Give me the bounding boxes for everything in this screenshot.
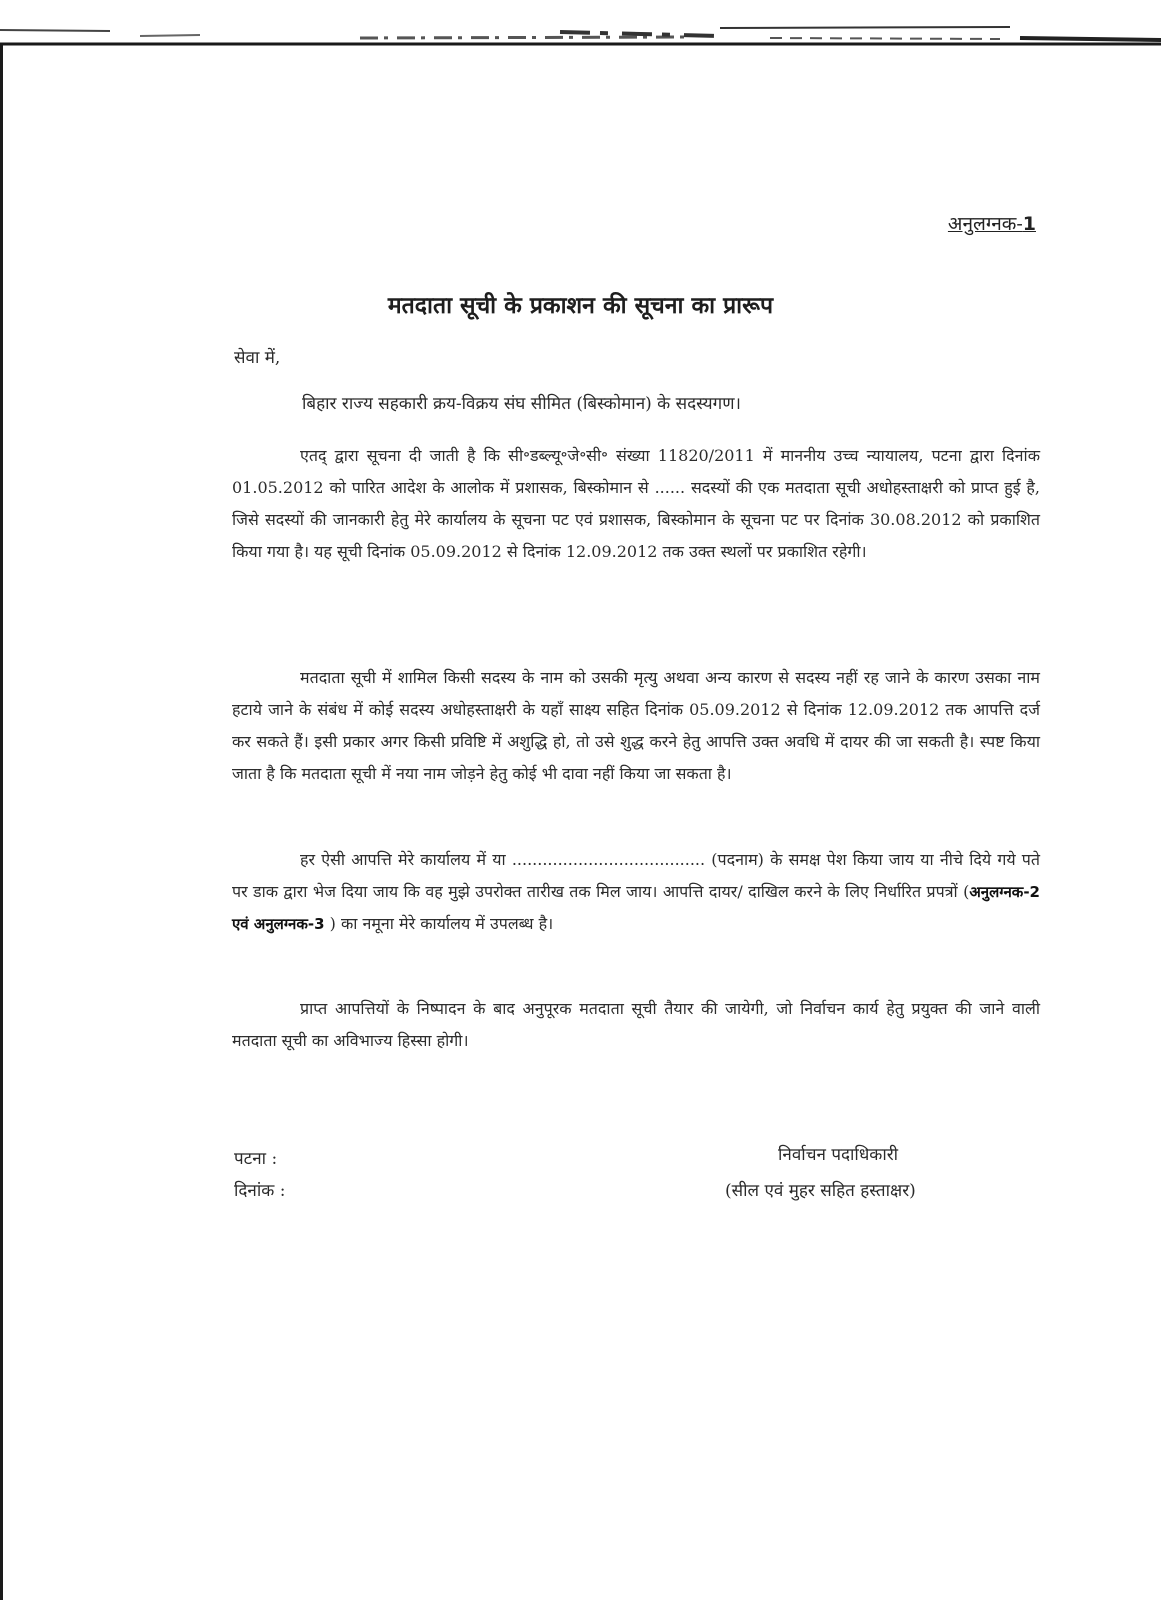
paragraph-text-part: ) का नमूना मेरे कार्यालय में उपलब्ध है। (324, 914, 554, 933)
place-label: पटना : (234, 1149, 278, 1169)
seal-signature-note: (सील एवं मुहर सहित हस्ताक्षर) (725, 1181, 916, 1201)
officer-designation: निर्वाचन पदाधिकारी (778, 1145, 899, 1165)
scan-border-left (0, 44, 3, 1600)
paragraph-text: मतदाता सूची में शामिल किसी सदस्य के नाम को उसकी मृत्यु अथवा अन्य कारण से सदस्य नहीं रह जाने के कारण उसका नाम हटाये जाने के संबंध में कोई सदस्य अधोहस्ताक्षरी के यहाँ साक्ष्य सहित दिनांक 05.09.2012 से दिनांक 12.09.2012 तक आपत्ति दर्ज कर सकते हैं। इसी प्रकार अगर किसी प्रविष्टि में अशुद्धि हो, तो उसे शुद्ध करने हेतु आपत्ति उक्त अवधि में दायर की जा सकती है। स्पष्ट किया जाता है कि मतदाता सूची में नया नाम जोड़ने हेतु कोई भी दावा नहीं किया जा सकता है। (232, 668, 1040, 783)
paragraph-objections (232, 662, 1040, 790)
paragraph-text (232, 844, 1040, 940)
paragraph-notice (232, 440, 1040, 568)
annexure-number: 1 (1022, 213, 1036, 235)
paragraph-supplementary (232, 993, 1040, 1057)
paragraph-text: प्राप्त आपत्तियों के निष्पादन के बाद अनुपूरक मतदाता सूची तैयार की जायेगी, जो निर्वाचन कार्य हेतु प्रयुक्त की जाने वाली मतदाता सूची का अविभाज्य हिस्सा होगी। (232, 999, 1040, 1050)
date-label: दिनांक : (234, 1181, 286, 1201)
recipient-line: बिहार राज्य सहकारी क्रय-विक्रय संघ सीमित (बिस्कोमान) के सदस्यगण। (302, 394, 741, 414)
annexure-label (948, 210, 1036, 236)
paragraph-text-part: हर ऐसी आपत्ति मेरे कार्यालय में या ...................................... (पदनाम) के समक्ष पेश किया जाय या नीचे दिये गये पते पर डाक द्वारा भेज दिया जाय कि वह मुझे उपरोक्त तारीख तक मिल जाय। आपत्ति दायर/ दाखिल करने के लिए निर्धारित प्रपत्रों ( (232, 850, 1040, 901)
salutation: सेवा में, (234, 348, 281, 368)
annexure-reference: अनुलग्नक-2 एवं अनुलग्नक-3 (232, 883, 1040, 933)
scan-border-top (0, 0, 1161, 60)
paragraph-text: एतद् द्वारा सूचना दी जाती है कि सी॰डब्ल्यू॰जे॰सी॰ संख्या 11820/2011 में माननीय उच्च न्यायालय, पटना द्वारा दिनांक 01.05.2012 को पारित आदेश के आलोक में प्रशासक, बिस्कोमान से ...... सदस्यों की एक मतदाता सूची अधोहस्ताक्षरी को प्राप्त हुई है, जिसे सदस्यों की जानकारी हेतु मेरे कार्यालय के सूचना पट एवं प्रशासक, बिस्कोमान के सूचना पट पर दिनांक 30.08.2012 को प्रकाशित किया गया है। यह सूची दिनांक 05.09.2012 से दिनांक 12.09.2012 तक उक्त स्थलों पर प्रकाशित रहेगी। (232, 446, 1040, 561)
annexure-label-text: अनुलग्नक- (947, 213, 1023, 235)
document-title: मतदाता सूची के प्रकाशन की सूचना का प्रारूप (387, 292, 774, 319)
paragraph-submission (232, 844, 1040, 940)
